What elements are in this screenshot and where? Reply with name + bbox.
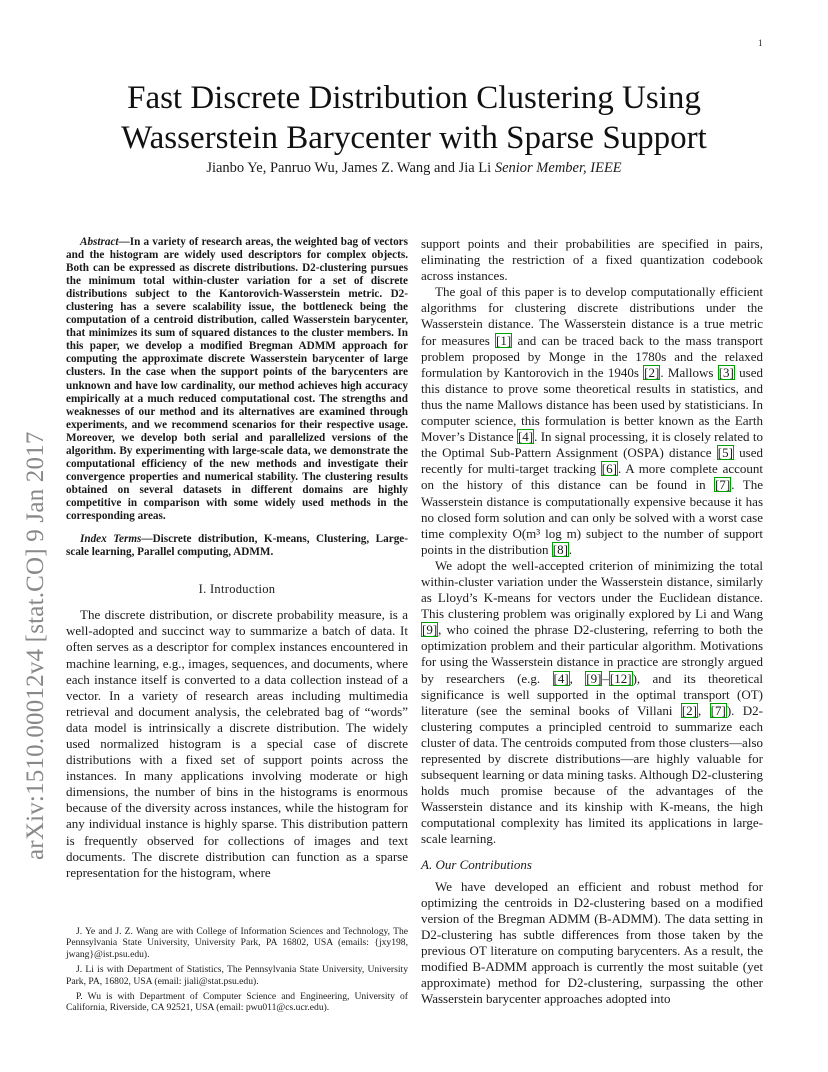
text-run: and can be traced back to the mass transport problem proposed by Monge in the 1780s and the relaxed formulation by Kantorovich in the 1940s [421,332,764,380]
footnote: P. Wu is with Department of Computer Science and Engineering, University of California, Riverside, CA 92521, USA (email: pwu011@cs.ucr.edu). [66,991,408,1014]
text-run: ), and its theoretical significance is well supported in the optimal transport (OT) literature (see the seminal books of Villani [421,670,763,718]
index-terms-label: Index Terms [80,533,142,546]
citation-link[interactable]: [7] [710,702,726,718]
page-number: 1 [758,38,763,48]
footnote: J. Ye and J. Z. Wang are with College of Information Sciences and Technology, The Pennsylvania State University, University Park, PA 16802, USA (emails: {jxy198, jwang}@ist.psu.edu). [66,926,408,960]
footnote: J. Li is with Department of Statistics, The Pennsylvania State University, University Park, PA, 16802, USA (email: jiali@stat.psu.edu). [66,964,408,987]
arxiv-identifier[interactable]: arXiv:1510.00012v4 [stat.CO] 9 Jan 2017 [22,431,49,860]
index-terms [66,533,408,559]
text-run: used recently for multi-target tracking [421,445,763,477]
abstract [66,236,408,523]
text-run: . A more complete account on the history of this distance can be found in [421,461,763,493]
paragraph-continuation: support points and their probabilities are specified in pairs, eliminating the restriction of a fixed quantization codebook across instances. [421,236,763,284]
text-run: – [602,670,609,686]
text-run: , who coined the phrase D2-clustering, referring to both the optimization problem and their particular algorithm. Motivations for using the Wasserstein distance in practice are strongly argued by researchers (e.g. [421,622,763,686]
citation-link[interactable]: [6] [601,461,617,477]
text-run: . [568,541,573,557]
citation-link[interactable]: [9] [586,670,602,686]
author-line [60,160,768,177]
citation-link[interactable]: [1] [496,332,512,348]
left-column [66,236,408,881]
subsection-heading-contributions: A. Our Contributions [421,856,532,872]
paragraph-contributions: We have developed an efficient and robust method for optimizing the centroids in D2-clustering based on a modified version of the Bregman ADMM (B-ADMM). The data setting in D2-clustering has subtle differences from those taken by the previous OT literature on computing barycenters. As a result, the modified B-ADMM approach is currently the most suitable (yet approximate) method for D2-clustering, surpassing the other Wasserstein barycenter approaches adopted into [421,878,763,1007]
abstract-text: —In a variety of research areas, the weighted bag of vectors and the histogram are widely used descriptors for complex objects. Both can be expressed as discrete distributions. D2-clustering pursues the minimum total within-cluster variation for a set of discrete distributions subject to the Kantorovich-Wasserstein metric. D2-clustering has a severe scalability issue, the bottleneck being the computation of a centroid distribution, called Wasserstein barycenter, that minimizes its sum of squared distances to the cluster members. In this paper, we develop a modified Bregman ADMM approach for computing the approximate discrete Wasserstein barycenter of large clusters. In the case when the support points of the barycenters are unknown and have low cardinality, our method achieves high accuracy empirically at a much reduced computational cost. The strengths and weaknesses of our method and its alternatives are examined through experiments, and we recommend scenarios for their respective usage. Moreover, we develop both serial and parallelized versions of the algorithm. By experimenting with large-scale data, we demonstrate the computational efficiency of the new methods and investigate their convergence properties and numerical stability. The clustering results obtained on several datasets in different domains are highly competitive in comparison with some widely used methods in the corresponding areas. [66,236,408,522]
text-run: . The Wasserstein distance is computationally expensive because it has no closed form solution and can only be solved with a worst case time complexity O(m³ log m) subject to the number of support points in the distribution [421,477,763,557]
citation-link[interactable]: [3] [718,364,734,380]
citation-link[interactable]: [4] [553,670,569,686]
citation-link[interactable]: [9] [422,622,438,638]
text-run: , [569,670,586,686]
text-run: We adopt the well-accepted criterion of minimizing the total within-cluster variation under the Wasserstein distance, similarly as Lloyd’s K-means for vectors under the Euclidean distance. This clustering problem was originally explored by Li and Wang [421,557,763,622]
footnotes [66,926,408,1018]
paragraph-d2-clustering [421,558,763,848]
author-membership: Senior Member, IEEE [494,160,622,176]
author-names: Jianbo Ye, Panruo Wu, James Z. Wang and Jia Li [206,160,492,176]
paragraph-wasserstein-goal [421,284,763,558]
citation-link[interactable]: [12] [609,670,632,686]
abstract-label: Abstract [80,236,119,248]
citation-link[interactable]: [7] [715,477,731,493]
citation-link[interactable]: [2] [644,364,660,380]
text-run: . In signal processing, it is closely related to the Optimal Sub-Pattern Assignment (OSPA) distance [421,429,763,461]
section-heading-introduction: I. Introduction [198,582,276,597]
citation-link[interactable]: [8] [552,541,568,557]
citation-link[interactable]: [4] [517,429,534,445]
text-run: , [698,702,710,718]
index-terms-text: —Discrete distribution, K-means, Clustering, Large-scale learning, Parallel computing, ADMM. [66,533,408,559]
text-run: The goal of this paper is to develop computationally efficient algorithms for clustering discrete distributions under the Wasserstein distance. The Wasserstein distance is a true metric for measures [421,284,763,348]
text-run: . Mallows [660,364,718,380]
intro-paragraph: The discrete distribution, or discrete probability measure, is a well-adopted and succinct way to summarize a batch of data. It often serves as a descriptor for complex instances encountered in machine learning, e.g., images, sequences, and documents, where each instance itself is converted to a data collection instead of a vector. In a variety of research areas including multimedia retrieval and document analysis, the celebrated bag of “words” data model is intrinsically a discrete distribution. The widely used normalized histogram is a special case of discrete distributions with a fixed set of support points across the instances. In many applications involving moderate or high dimensions, the number of bins in the histograms is enormous because of the diversity across instances, while the histogram for any individual instance is highly sparse. This distribution pattern is frequently observed for collections of images and text documents. The discrete distribution can function as a sparse representation for the histogram, where [66,607,408,880]
text-run: used this distance to prove some theoretical results in statistics, and thus the name Mallows distance has been used by statisticians. In computer science, this formulation is better known as the Earth Mover’s Distance [421,364,763,445]
paper-title: Fast Discrete Distribution Clustering Using Wasserstein Barycenter with Sparse Support [121,80,707,156]
text-run: ). D2-clustering computes a principled centroid to summarize each cluster of data. The centroids computed from those clusters—also represented by discrete distributions—are highly valuable for subsequent learning or data mining tasks. Although D2-clustering holds much promise because of the advantages of the Wasserstein distance and its kinship with K-means, the high computational complexity has limited its applications in large-scale learning. [421,702,764,847]
right-column [421,236,763,1007]
citation-link[interactable]: [2] [681,702,698,718]
citation-link[interactable]: [5] [717,445,733,461]
